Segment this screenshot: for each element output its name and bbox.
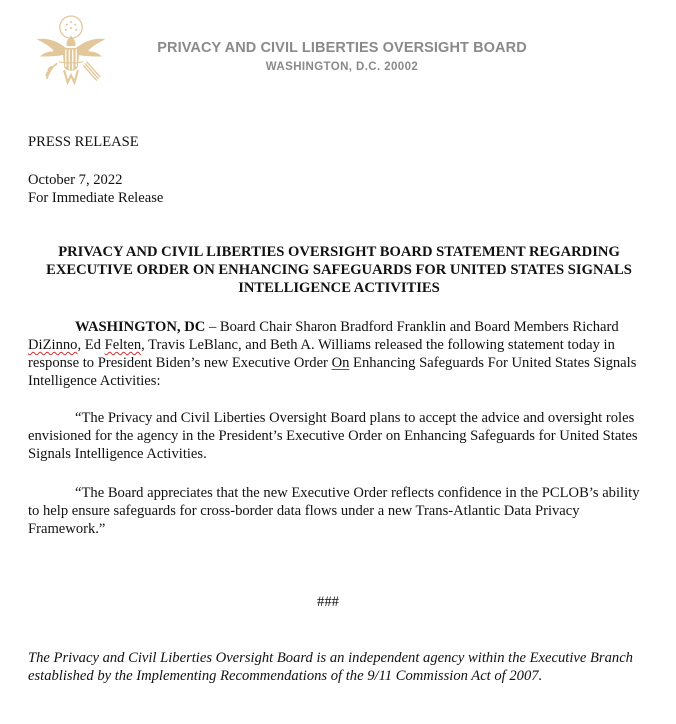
body-text: , Ed	[77, 337, 105, 353]
press-release-label: PRESS RELEASE	[28, 134, 139, 150]
agency-footer-note: The Privacy and Civil Liberties Oversight Board is an independent agency within the Executive Branch established by the Implementing Recommendations of the 9/11 Commission Act of 2007.	[28, 650, 633, 684]
quote-text: “The Privacy and Civil Liberties Oversight Board plans to accept the advice and oversight roles envisioned for the agency in the President’s Executive Order on Enhancing Safeguards for United States Signals Intelligence Activities.	[28, 410, 638, 462]
spellcheck-word: DiZinno	[28, 337, 78, 353]
release-date: October 7, 2022	[28, 172, 123, 188]
body-paragraph-3	[28, 484, 652, 538]
body-text: , Travis LeBlanc, and Beth A. Williams released the following statement today in response to President Biden’s new Executive Order	[28, 337, 615, 371]
spellcheck-word: Felten	[104, 337, 142, 353]
dateline: WASHINGTON, DC	[75, 319, 206, 335]
agency-address: WASHINGTON, D.C. 20002	[265, 61, 419, 73]
grammar-flag-word: On	[331, 355, 350, 371]
body-paragraph-1	[28, 318, 652, 390]
quote-text: “The Board appreciates that the new Executive Order reflects confidence in the PCLOB’s ability to help ensure safeguards for cross-border data flows under a new Trans-Atlantic Data Privacy Framework.”	[28, 485, 640, 537]
body-text: Enhancing Safeguards For United States Signals Intelligence Activities:	[28, 355, 637, 389]
body-text: – Board Chair Sharon Bradford Franklin and Board Members Richard	[205, 319, 619, 335]
agency-name: PRIVACY AND CIVIL LIBERTIES OVERSIGHT BOARD	[157, 40, 527, 56]
body-paragraph-2	[28, 409, 652, 463]
page-title: PRIVACY AND CIVIL LIBERTIES OVERSIGHT BOARD STATEMENT REGARDING EXECUTIVE ORDER ON ENHANCING SAFEGUARDS FOR UNITED STATES SIGNALS INTELLIGENCE ACTIVITIES	[46, 244, 632, 296]
end-marker: ###	[317, 594, 339, 610]
release-timing: For Immediate Release	[28, 190, 164, 206]
